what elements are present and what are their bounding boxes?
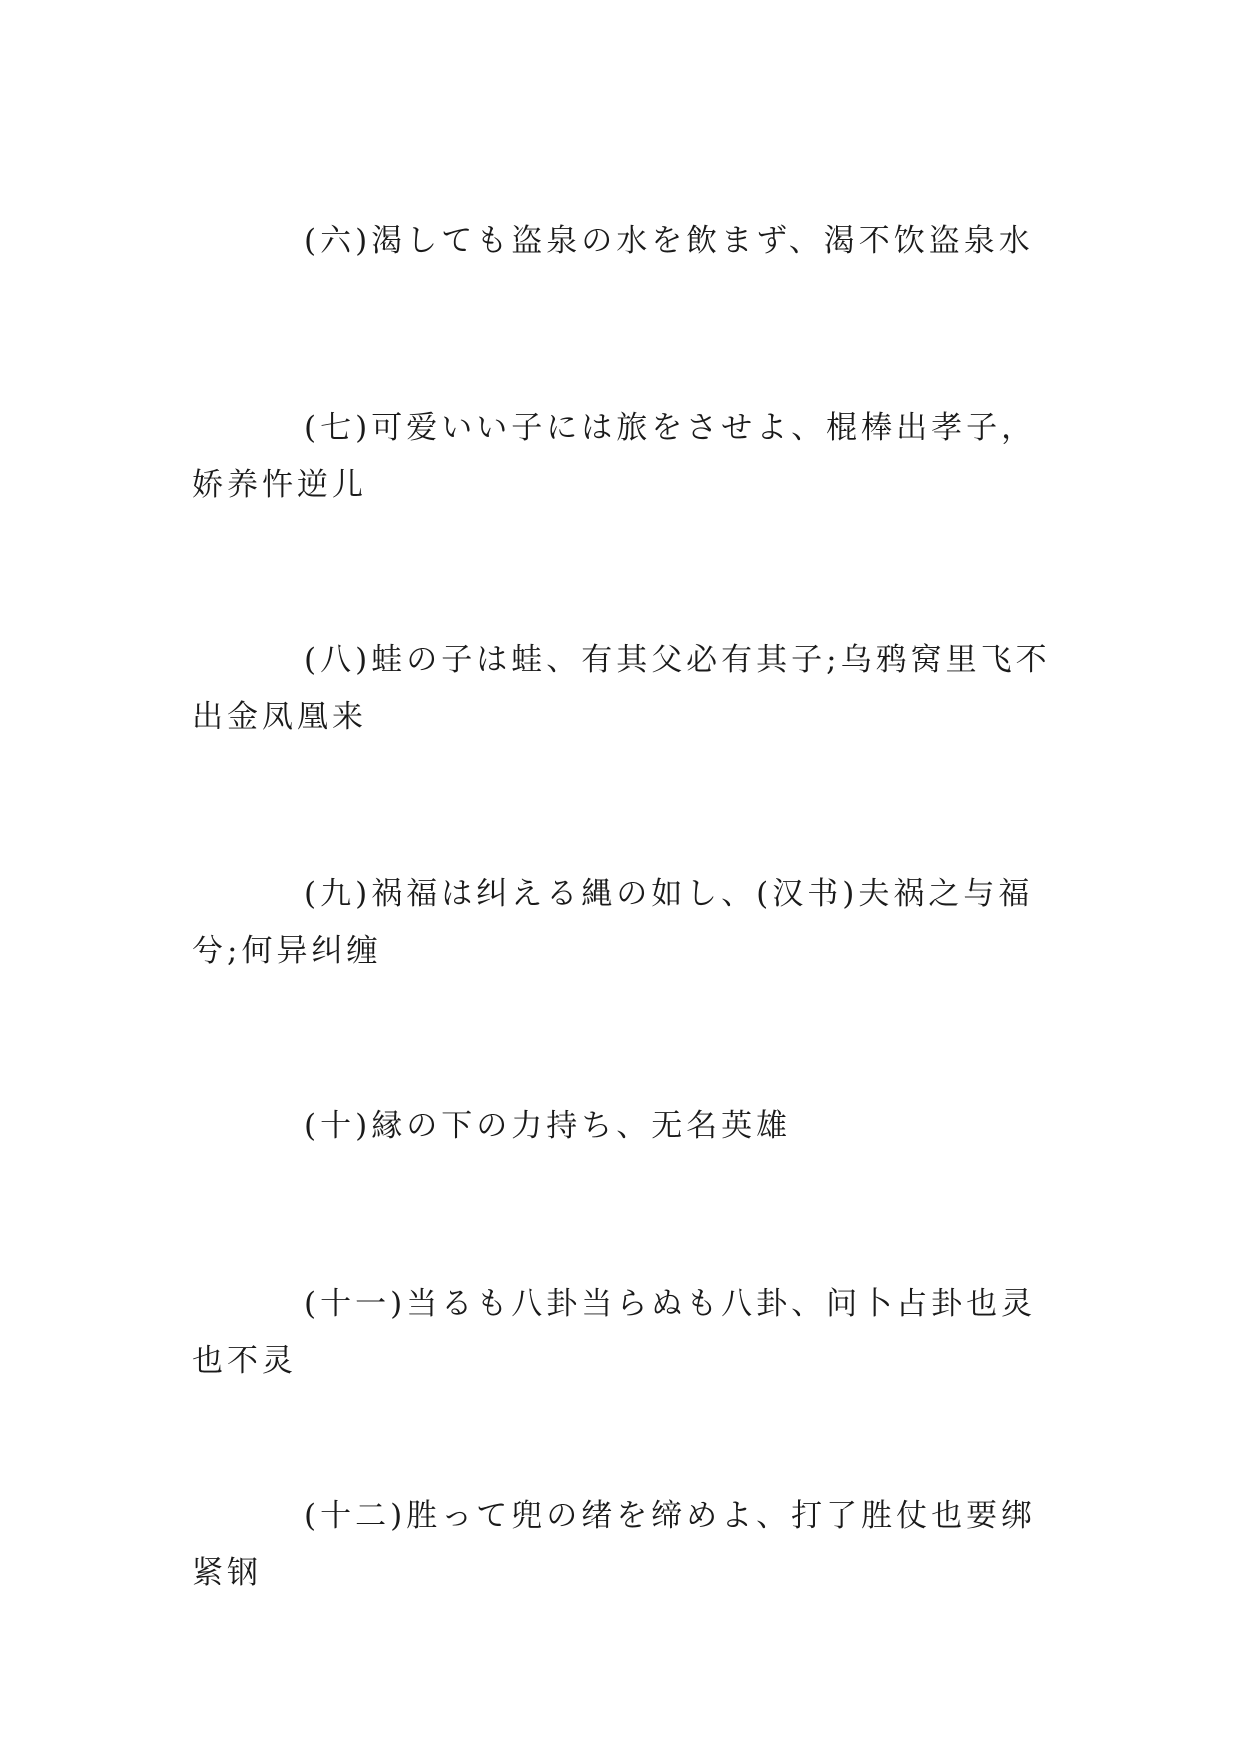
- paragraph-7: (七)可爱いい子には旅をさせよ、棍棒出孝子，娇养忤逆儿: [192, 410, 1037, 503]
- paragraph-6: (六)渴しても盗泉の水を飲まず、渴不饮盗泉水: [304, 223, 1034, 259]
- paragraph-10: (十)縁の下の力持ち、无名英雄: [304, 1108, 792, 1144]
- paragraph-12: (十二)胜って兜の绪を缔めよ、打了胜仗也要绑紧钢: [192, 1498, 1037, 1591]
- paragraph-11: (十一)当るも八卦当らぬも八卦、问卜占卦也灵也不灵: [192, 1286, 1037, 1379]
- paragraph-8: (八)蛙の子は蛙、有其父必有其子;乌鸦窝里飞不出金凤凰来: [192, 642, 1051, 735]
- paragraph-9: (九)祸福は纠える縄の如し、(汉书)夫祸之与福兮;何异纠缠: [192, 876, 1034, 969]
